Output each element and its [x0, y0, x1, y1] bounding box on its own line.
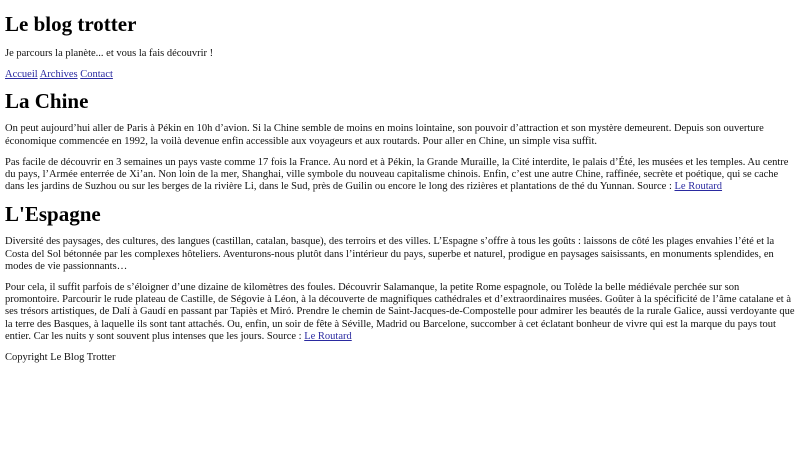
- article-chine: [5, 89, 795, 193]
- copyright-text: Copyright Le Blog Trotter: [5, 352, 116, 364]
- site-title: Le blog trotter: [5, 12, 137, 36]
- site-footer: [5, 352, 795, 364]
- article-paragraph: On peut aujourd’hui aller de Paris à Pékin en 10h d’avion. Si la Chine semble de moins en moins lointaine, son pouvoir d’attraction et son mystère demeurent. Depuis son ouverture économique commencée en 1992, la voilà devenue enfin accessible aux voyageurs et aux routards. Pour aller en Chine, un simple visa suffit.: [5, 123, 764, 147]
- main-nav: [5, 69, 795, 81]
- nav-link-archives[interactable]: Archives: [39, 69, 78, 81]
- source-link[interactable]: Le Routard: [674, 181, 723, 193]
- paragraph-text: Pour cela, il suffit parfois de s’éloigner d’une dizaine de kilomètres des foules. Découvrir Salamanque, la petite Rome espagnole, ou Tolède la belle médiévale perchée sur son promontoire. Parcourir le rude plateau de Castille, de Ségovie à Léon, à la découverte de magnifiques cathédrales et d’extraordinaires musées. Goûter à la spécificité de l’âme catalane et à ses trésors artistiques, de Dalí à Gaudí en passant par Tapiès et Miró. Prendre le chemin de Saint-Jacques-de-Compostelle pour admirer les beautés de la rurale Galice, aussi verdoyante que la terre des Basques, à laquelle ils sont tant attachés. Ou, enfin, un soir de fête à Séville, Madrid ou Barcelone, succomber à cet éclatant bonheur de vivre qui est la marque du pays tout entier. Car les nuits y sont souvent plus intenses que les jours. Source :: [5, 282, 795, 342]
- article-paragraph: Diversité des paysages, des cultures, des langues (castillan, catalan, basque), des terroirs et des villes. L’Espagne s’offre à tous les goûts : laissons de côté les plages envahies l’été et la Costa del Sol bétonnée par les complexes hôteliers. Aventurons-nous plutôt dans l’intérieur du pays, superbe et naturel, prodigue en paysages saisissants, en monuments splendides, en modes de vie passionnants…: [5, 236, 775, 272]
- nav-link-accueil[interactable]: Accueil: [5, 69, 38, 81]
- article-paragraph: [5, 157, 795, 194]
- site-header: [5, 12, 795, 81]
- paragraph-text: Pas facile de découvrir en 3 semaines un pays vaste comme 17 fois la France. Au nord et à Pékin, la Grande Muraille, la Cité interdite, le palais d’Été, les musées et les temples. Au centre du pays, l’Armée enterrée de Xi’an. Non loin de la mer, Shanghai, ville symbole du nouveau capitalisme chinois. Enfin, c’est une autre Chine, raffinée, secrète et poétique, qui se cache dans les jardins de Suzhou ou sur les berges de la rivière Li, dans le Sud, près de Guilin ou encore le long des rizières et plantations de thé du Yunnan. Source :: [5, 156, 789, 193]
- site-tagline: Je parcours la planète... et vous la fais découvrir !: [5, 48, 214, 59]
- article-paragraph: [5, 282, 795, 343]
- article-title: La Chine: [5, 89, 89, 114]
- article-title: L'Espagne: [5, 202, 101, 227]
- article-espagne: [5, 202, 795, 343]
- source-link[interactable]: Le Routard: [304, 330, 352, 342]
- nav-link-contact[interactable]: Contact: [80, 69, 113, 81]
